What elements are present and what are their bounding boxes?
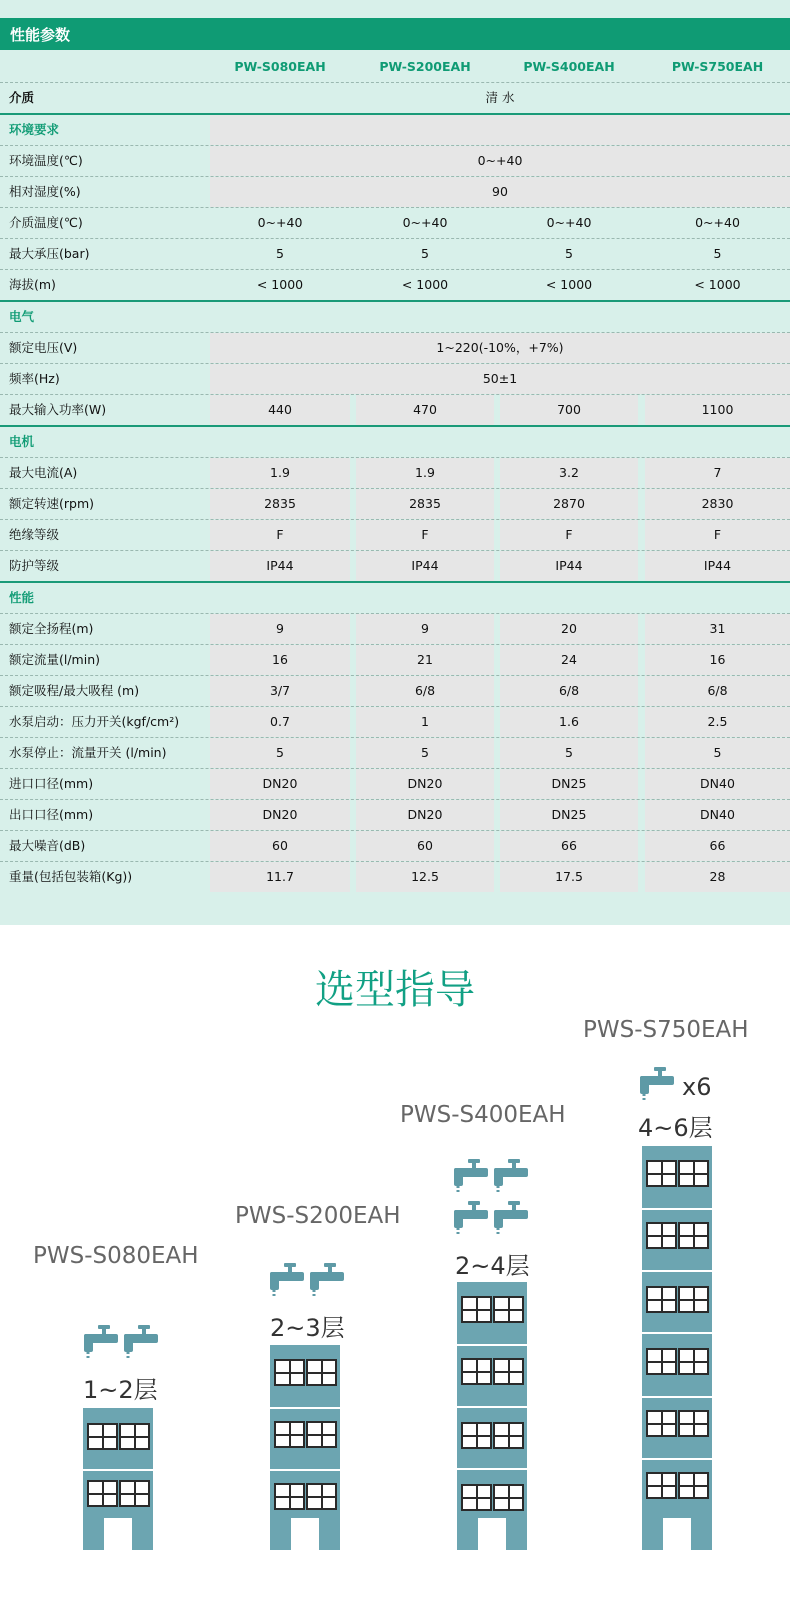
cell: 9	[356, 614, 494, 644]
table-row	[0, 395, 790, 427]
table-row	[0, 146, 790, 177]
cell: IP44	[645, 551, 790, 581]
cell: 2870	[500, 489, 638, 519]
building-4	[642, 1146, 712, 1550]
table-row	[0, 458, 790, 489]
cell: 9	[210, 614, 350, 644]
model-header-1: PW-S080EAH	[234, 59, 326, 74]
window-icon	[461, 1484, 492, 1511]
table-row	[0, 800, 790, 831]
row-label: 水泵启动：压力开关(kgf/cm²)	[9, 714, 180, 729]
cell: DN40	[645, 800, 790, 830]
faucet-icon	[638, 1064, 678, 1108]
cell: F	[500, 520, 638, 550]
cell: 20	[500, 614, 638, 644]
row-label: 水泵停止：流量开关 (l/min)	[9, 745, 167, 760]
row-value: 90	[210, 177, 790, 207]
cell: DN20	[356, 800, 494, 830]
cell: 1100	[645, 395, 790, 425]
table-row	[0, 239, 790, 270]
cell: DN20	[210, 769, 350, 799]
cell: DN20	[210, 800, 350, 830]
cell: 6/8	[645, 676, 790, 706]
door-icon	[291, 1518, 319, 1550]
window-icon	[87, 1480, 118, 1507]
row-label: 额定吸程/最大吸程 (m)	[9, 683, 140, 698]
cell: 440	[210, 395, 350, 425]
model-label-4: PWS-S750EAH	[583, 1017, 749, 1043]
cell: 16	[645, 645, 790, 675]
section-label: 性能	[9, 590, 35, 605]
row-label: 额定流量(l/min)	[9, 652, 101, 667]
row-label: 海拔(m)	[9, 277, 56, 292]
faucet-icon	[308, 1260, 348, 1304]
cell: 21	[356, 645, 494, 675]
row-label: 防护等级	[9, 558, 60, 573]
cell: 5	[713, 246, 722, 261]
window-icon	[274, 1359, 305, 1386]
cell: 700	[500, 395, 638, 425]
cell: 1.9	[210, 458, 350, 488]
row-label: 最大电流(A)	[9, 465, 78, 480]
cell: 1.6	[500, 707, 638, 737]
window-icon	[461, 1422, 492, 1449]
model-label-2: PWS-S200EAH	[235, 1203, 401, 1229]
floors-label-1: 1~2层	[83, 1376, 158, 1404]
cell: 0~+40	[257, 215, 303, 230]
window-icon	[493, 1296, 524, 1323]
cell: 0~+40	[546, 215, 592, 230]
building-1	[83, 1408, 153, 1550]
cell: 60	[210, 831, 350, 861]
faucet-icon	[492, 1156, 532, 1200]
building-3	[457, 1282, 527, 1550]
cell: 470	[356, 395, 494, 425]
table-row	[0, 364, 790, 395]
window-icon	[274, 1421, 305, 1448]
window-icon	[678, 1160, 709, 1187]
table-row	[0, 333, 790, 364]
section-elec	[0, 302, 790, 333]
cell: 2.5	[645, 707, 790, 737]
table-row	[0, 614, 790, 645]
cell: F	[645, 520, 790, 550]
floors-label-3: 2~4层	[455, 1252, 530, 1280]
row-value: 0~+40	[210, 146, 790, 176]
row-value: 1~220(-10%，+7%)	[210, 333, 790, 363]
row-label: 介质温度(℃)	[9, 215, 83, 230]
floors-label-4: 4~6层	[638, 1114, 713, 1142]
window-icon	[678, 1348, 709, 1375]
cell: 5	[500, 738, 638, 768]
cell: IP44	[500, 551, 638, 581]
table-row	[0, 520, 790, 551]
cell: IP44	[356, 551, 494, 581]
window-icon	[646, 1348, 677, 1375]
window-icon	[646, 1410, 677, 1437]
table-row	[0, 831, 790, 862]
cell: 0~+40	[695, 215, 740, 230]
cell: DN40	[645, 769, 790, 799]
cell: 31	[645, 614, 790, 644]
cell: < 1000	[694, 277, 741, 292]
table-row	[0, 208, 790, 239]
window-icon	[119, 1480, 150, 1507]
cell: 6/8	[356, 676, 494, 706]
row-label: 频率(Hz)	[9, 371, 60, 386]
section-label: 电机	[9, 434, 35, 449]
row-label: 最大噪音(dB)	[9, 838, 86, 853]
cell: 5	[210, 738, 350, 768]
model-label-3: PWS-S400EAH	[400, 1102, 566, 1128]
cell: 66	[500, 831, 638, 861]
faucet-icon	[268, 1260, 308, 1304]
cell: 5	[645, 738, 790, 768]
cell: 5	[276, 246, 284, 261]
cell: 28	[645, 862, 790, 892]
cell: IP44	[210, 551, 350, 581]
table-row	[0, 489, 790, 520]
window-icon	[461, 1358, 492, 1385]
model-header-3: PW-S400EAH	[523, 59, 615, 74]
faucet-icon	[492, 1198, 532, 1242]
section-label: 电气	[9, 309, 35, 324]
window-icon	[646, 1472, 677, 1499]
table-row-medium	[0, 83, 790, 115]
window-icon	[306, 1421, 337, 1448]
section-label: 环境要求	[9, 122, 60, 137]
building-2	[270, 1345, 340, 1550]
cell: F	[356, 520, 494, 550]
cell: DN25	[500, 800, 638, 830]
table-row	[0, 645, 790, 676]
cell: 5	[421, 246, 429, 261]
row-label: 最大输入功率(W)	[9, 402, 107, 417]
faucet-icon	[452, 1198, 492, 1242]
window-icon	[461, 1296, 492, 1323]
cell: 0~+40	[402, 215, 448, 230]
window-icon	[678, 1410, 709, 1437]
cell: 11.7	[210, 862, 350, 892]
window-icon	[493, 1422, 524, 1449]
cell: F	[210, 520, 350, 550]
cell: 3/7	[210, 676, 350, 706]
cell: 5	[565, 246, 573, 261]
cell: < 1000	[545, 277, 593, 292]
model-header-4: PW-S750EAH	[671, 59, 764, 74]
row-label: 出口口径(mm)	[9, 807, 94, 822]
window-icon	[646, 1286, 677, 1313]
row-label: 介质	[9, 90, 35, 105]
table-row	[0, 769, 790, 800]
door-icon	[478, 1518, 506, 1550]
row-label: 额定转速(rpm)	[9, 496, 95, 511]
window-icon	[678, 1222, 709, 1249]
window-icon	[678, 1472, 709, 1499]
window-icon	[306, 1359, 337, 1386]
door-icon	[663, 1518, 691, 1550]
cell: 24	[500, 645, 638, 675]
faucet-icon	[452, 1156, 492, 1200]
row-label: 额定电压(V)	[9, 340, 78, 355]
cell: 16	[210, 645, 350, 675]
cell: < 1000	[401, 277, 449, 292]
cell: DN20	[356, 769, 494, 799]
window-icon	[274, 1483, 305, 1510]
window-icon	[646, 1160, 677, 1187]
cell: < 1000	[256, 277, 304, 292]
cell: 66	[645, 831, 790, 861]
cell: DN25	[500, 769, 638, 799]
row-label: 绝缘等级	[9, 527, 60, 542]
door-icon	[104, 1518, 132, 1550]
window-icon	[119, 1423, 150, 1450]
spec-table	[0, 52, 790, 892]
table-row	[0, 738, 790, 769]
spec-title: 性能参数	[10, 26, 71, 44]
table-row	[0, 177, 790, 208]
section-motor	[0, 427, 790, 458]
model-header-2: PW-S200EAH	[379, 59, 471, 74]
row-label: 重量(包括包装箱(Kg))	[9, 869, 133, 884]
guide-title: 选型指导	[315, 967, 475, 1013]
row-label: 进口口径(mm)	[9, 776, 94, 791]
cell: 2835	[356, 489, 494, 519]
cell: 1.9	[356, 458, 494, 488]
row-label: 额定全扬程(m)	[9, 621, 94, 636]
table-header-row	[0, 52, 790, 83]
table-row	[0, 270, 790, 302]
cell: 6/8	[500, 676, 638, 706]
table-row	[0, 676, 790, 707]
faucet-icon	[122, 1322, 162, 1366]
table-row	[0, 862, 790, 892]
tap-multiplier: x6	[682, 1073, 712, 1101]
window-icon	[646, 1222, 677, 1249]
cell: 7	[645, 458, 790, 488]
cell: 3.2	[500, 458, 638, 488]
cell: 5	[356, 738, 494, 768]
cell: 60	[356, 831, 494, 861]
cell: 2830	[645, 489, 790, 519]
floors-label-2: 2~3层	[270, 1314, 345, 1342]
table-row	[0, 707, 790, 738]
row-label: 最大承压(bar)	[9, 246, 90, 261]
row-label: 环境温度(℃)	[9, 153, 83, 168]
cell: 2835	[210, 489, 350, 519]
row-value: 50±1	[210, 364, 790, 394]
window-icon	[87, 1423, 118, 1450]
cell: 1	[356, 707, 494, 737]
window-icon	[678, 1286, 709, 1313]
window-icon	[493, 1358, 524, 1385]
section-perf	[0, 583, 790, 614]
cell: 17.5	[500, 862, 638, 892]
faucet-icon	[82, 1322, 122, 1366]
table-row	[0, 551, 790, 583]
cell: 0.7	[210, 707, 350, 737]
window-icon	[306, 1483, 337, 1510]
row-value: 清 水	[485, 90, 515, 105]
spec-title-bar	[0, 18, 790, 50]
model-label-1: PWS-S080EAH	[33, 1243, 199, 1269]
row-label: 相对湿度(%)	[9, 184, 81, 199]
window-icon	[493, 1484, 524, 1511]
section-env	[0, 115, 790, 146]
cell: 12.5	[356, 862, 494, 892]
